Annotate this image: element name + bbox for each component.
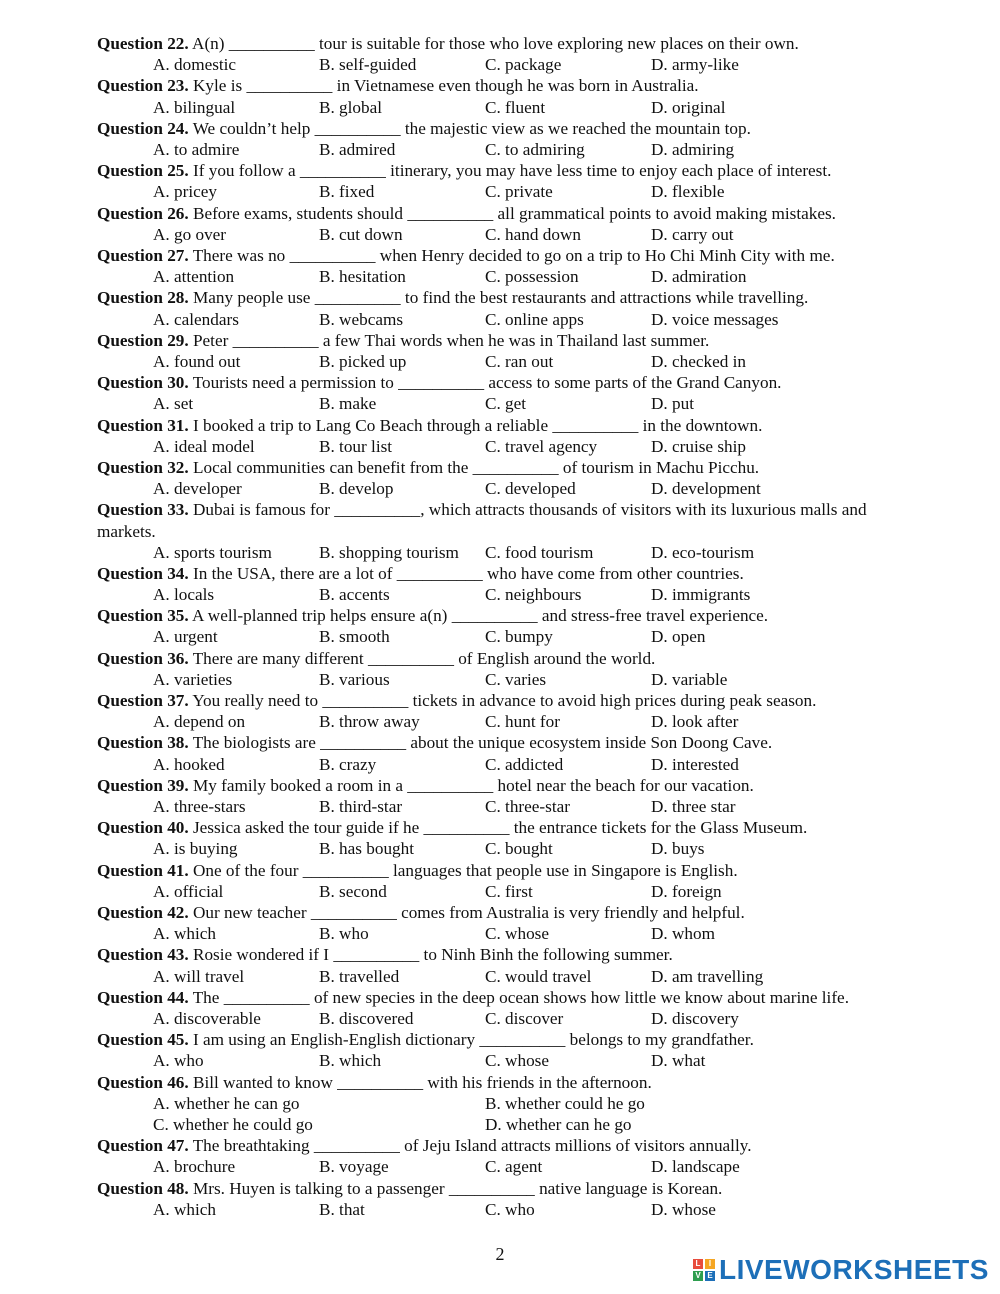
answer-options-row (97, 1050, 917, 1071)
question-number: Question 36. (97, 648, 189, 668)
answer-option[interactable]: D. whom (651, 924, 715, 944)
answer-options-row (97, 796, 917, 817)
answer-option[interactable]: A. attention (153, 267, 235, 287)
question-item (97, 457, 917, 499)
answer-option[interactable]: B. throw away (319, 712, 420, 732)
answer-option[interactable]: B. cut down (319, 224, 403, 244)
question-stem (97, 415, 917, 436)
logo-square: E (705, 1271, 715, 1281)
question-item (97, 330, 917, 372)
answer-option[interactable]: C. whose (485, 1051, 549, 1071)
answer-options-row (97, 542, 917, 563)
answer-option[interactable]: B. shopping tourism (319, 542, 459, 562)
answer-option[interactable]: B. second (319, 881, 387, 901)
answer-options-row (97, 838, 917, 859)
answer-option[interactable]: C. to admiring (485, 139, 585, 159)
question-stem (97, 860, 917, 881)
answer-option[interactable]: C. private (485, 182, 553, 202)
answer-option[interactable]: B. crazy (319, 754, 377, 774)
answer-option[interactable]: D. original (651, 97, 726, 117)
question-text: You really need to __________ tickets in advance to avoid high prices during peak season. (192, 691, 817, 711)
question-item (97, 987, 917, 1029)
answer-option[interactable]: C. package (485, 55, 562, 75)
answer-option[interactable]: C. hand down (485, 224, 581, 244)
question-number: Question 30. (97, 373, 189, 393)
question-number: Question 45. (97, 1030, 189, 1050)
answer-option[interactable]: B. who (319, 924, 369, 944)
answer-option[interactable]: C. bought (485, 839, 553, 859)
question-number: Question 48. (97, 1178, 189, 1198)
answer-option[interactable]: B. that (319, 1199, 365, 1219)
answer-option[interactable]: D. immigrants (651, 585, 751, 605)
question-item (97, 1135, 917, 1177)
answer-option[interactable]: A. is buying (153, 839, 238, 859)
answer-option[interactable]: C. whether he could go (153, 1114, 313, 1134)
answer-option[interactable]: B. global (319, 97, 383, 117)
answer-option[interactable]: A. developer (153, 479, 242, 499)
question-item (97, 1072, 917, 1136)
answer-option[interactable]: C. varies (485, 669, 547, 689)
question-text: The __________ of new species in the deep ocean shows how little we know about marine life. (192, 987, 849, 1007)
question-stem (97, 1135, 917, 1156)
logo-square: L (693, 1259, 703, 1269)
answer-option[interactable]: D. checked in (651, 351, 746, 371)
question-text: My family booked a room in a __________ hotel near the beach for our vacation. (192, 775, 754, 795)
question-item (97, 203, 917, 245)
answer-option[interactable]: A. will travel (153, 966, 245, 986)
answer-option[interactable]: B. travelled (319, 966, 400, 986)
question-text: Rosie wondered if I __________ to Ninh Binh the following summer. (192, 945, 673, 965)
liveworksheets-logo-icon (693, 1259, 715, 1281)
answer-options-row (97, 626, 917, 647)
question-number: Question 23. (97, 76, 189, 96)
answer-options-row (97, 266, 917, 287)
answer-options-row (97, 711, 917, 732)
question-number: Question 34. (97, 563, 189, 583)
question-item (97, 415, 917, 457)
answer-option[interactable]: A. whether he can go (153, 1093, 300, 1113)
answer-option[interactable]: A. found out (153, 351, 241, 371)
answer-options-row (97, 966, 917, 987)
question-number: Question 43. (97, 945, 189, 965)
question-item (97, 160, 917, 202)
question-text: A well-planned trip helps ensure a(n) __________ and stress-free travel experience. (192, 606, 769, 626)
answer-option[interactable]: B. third-star (319, 797, 403, 817)
answer-options-row (97, 224, 917, 245)
question-stem (97, 160, 917, 181)
question-number: Question 35. (97, 606, 189, 626)
question-text: One of the four __________ languages that people use in Singapore is English. (192, 860, 738, 880)
answer-option[interactable]: C. developed (485, 479, 576, 499)
answer-option[interactable]: A. set (153, 394, 194, 414)
answer-option[interactable]: D. foreign (651, 881, 722, 901)
question-item (97, 775, 917, 817)
answer-option[interactable]: B. accents (319, 585, 390, 605)
question-text: Mrs. Huyen is talking to a passenger __________ native language is Korean. (192, 1178, 723, 1198)
question-stem (97, 118, 917, 139)
answer-option[interactable]: D. whose (651, 1199, 716, 1219)
question-number: Question 42. (97, 903, 189, 923)
question-item (97, 902, 917, 944)
question-item (97, 372, 917, 414)
question-text: I am using an English-English dictionary __________ belongs to my grandfather. (192, 1030, 754, 1050)
answer-option[interactable]: D. what (651, 1051, 706, 1071)
answer-options-row (97, 1114, 917, 1135)
question-stem (97, 690, 917, 711)
question-number: Question 39. (97, 775, 189, 795)
answer-option[interactable]: B. make (319, 394, 377, 414)
question-text: Before exams, students should __________ all grammatical points to avoid making mistakes. (192, 203, 836, 223)
answer-option[interactable]: A. who (153, 1051, 204, 1071)
answer-option[interactable]: C. possession (485, 267, 579, 287)
question-number: Question 33. (97, 500, 189, 520)
answer-option[interactable]: D. put (651, 394, 694, 414)
answer-options-row (97, 881, 917, 902)
answer-option[interactable]: A. locals (153, 585, 215, 605)
logo-square: I (705, 1259, 715, 1269)
answer-option[interactable]: A. bilingual (153, 97, 236, 117)
answer-option[interactable]: C. addicted (485, 754, 564, 774)
question-item (97, 245, 917, 287)
question-stem (97, 1178, 917, 1199)
question-number: Question 37. (97, 691, 189, 711)
answer-option[interactable]: D. buys (651, 839, 705, 859)
question-item (97, 817, 917, 859)
question-stem (97, 1029, 917, 1050)
answer-option[interactable]: B. various (319, 669, 390, 689)
question-text: If you follow a __________ itinerary, you may have less time to enjoy each place of interest. (192, 161, 832, 181)
question-stem (97, 287, 917, 308)
answer-option[interactable]: C. food tourism (485, 542, 594, 562)
answer-option[interactable]: C. travel agency (485, 436, 598, 456)
answer-option[interactable]: A. brochure (153, 1157, 236, 1177)
answer-option[interactable]: C. three-star (485, 797, 570, 817)
question-item (97, 605, 917, 647)
question-text: Tourists need a permission to __________ access to some parts of the Grand Canyon. (192, 373, 782, 393)
question-stem (97, 1072, 917, 1093)
question-item (97, 1029, 917, 1071)
answer-option[interactable]: D. cruise ship (651, 436, 746, 456)
question-number: Question 29. (97, 330, 189, 350)
answer-options-row (97, 669, 917, 690)
question-number: Question 26. (97, 203, 189, 223)
answer-option[interactable]: A. varieties (153, 669, 233, 689)
question-text: Bill wanted to know __________ with his friends in the afternoon. (192, 1072, 652, 1092)
question-stem (97, 648, 917, 669)
question-item (97, 732, 917, 774)
answer-option[interactable]: A. sports tourism (153, 542, 272, 562)
answer-options-row (97, 436, 917, 457)
answer-options-row (97, 351, 917, 372)
question-stem (97, 987, 917, 1008)
answer-option[interactable]: D. landscape (651, 1157, 740, 1177)
question-text: Our new teacher __________ comes from Australia is very friendly and helpful. (192, 903, 745, 923)
question-item (97, 944, 917, 986)
answer-option[interactable]: D. voice messages (651, 309, 779, 329)
answer-option[interactable]: C. fluent (485, 97, 546, 117)
answer-option[interactable]: C. first (485, 881, 533, 901)
question-text: There are many different __________ of English around the world. (192, 648, 656, 668)
answer-option[interactable]: C. ran out (485, 351, 554, 371)
question-stem (97, 499, 917, 541)
question-stem (97, 902, 917, 923)
question-number: Question 40. (97, 818, 189, 838)
question-number: Question 24. (97, 118, 189, 138)
question-stem (97, 457, 917, 478)
question-stem (97, 775, 917, 796)
answer-options-row (97, 923, 917, 944)
answer-option[interactable]: B. voyage (319, 1157, 389, 1177)
answer-option[interactable]: D. admiring (651, 139, 735, 159)
answer-option[interactable]: A. to admire (153, 139, 240, 159)
answer-option[interactable]: D. variable (651, 669, 728, 689)
answer-options-row (97, 309, 917, 330)
answer-option[interactable]: A. domestic (153, 55, 237, 75)
question-stem (97, 203, 917, 224)
question-item (97, 860, 917, 902)
answer-option[interactable]: B. tour list (319, 436, 393, 456)
answer-options-row (97, 1199, 917, 1220)
question-number: Question 25. (97, 161, 189, 181)
answer-option[interactable]: C. bumpy (485, 627, 553, 647)
question-text: In the USA, there are a lot of __________ who have come from other countries. (192, 563, 744, 583)
question-stem (97, 33, 917, 54)
answer-option[interactable]: B. which (319, 1051, 382, 1071)
question-item (97, 33, 917, 75)
answer-option[interactable]: C. discover (485, 1009, 564, 1028)
answer-option[interactable]: D. carry out (651, 224, 734, 244)
question-text: The breathtaking __________ of Jeju Island attracts millions of visitors annually. (192, 1136, 752, 1156)
answer-option[interactable]: A. which (153, 924, 217, 944)
answer-option[interactable]: B. discovered (319, 1009, 414, 1028)
answer-options-row (97, 97, 917, 118)
question-stem (97, 372, 917, 393)
answer-option[interactable]: C. whose (485, 924, 549, 944)
answer-option[interactable]: D. look after (651, 712, 739, 732)
answer-options-row (97, 139, 917, 160)
question-text: A(n) __________ tour is suitable for those who love exploring new places on their own. (192, 34, 799, 53)
question-stem (97, 944, 917, 965)
question-item (97, 648, 917, 690)
answer-option[interactable]: A. discoverable (153, 1009, 261, 1028)
answer-option[interactable]: B. admired (319, 139, 396, 159)
question-text: We couldn’t help __________ the majestic view as we reached the mountain top. (192, 118, 751, 138)
answer-option[interactable]: D. interested (651, 754, 739, 774)
answer-option[interactable]: D. am travelling (651, 966, 764, 986)
answer-option[interactable]: B. develop (319, 479, 394, 499)
answer-option[interactable]: D. army-like (651, 55, 739, 75)
question-text: The biologists are __________ about the unique ecosystem inside Son Doong Cave. (192, 733, 773, 753)
question-stem (97, 817, 917, 838)
answer-option[interactable]: A. urgent (153, 627, 218, 647)
question-text: There was no __________ when Henry decided to go on a trip to Ho Chi Minh City with me. (192, 245, 835, 265)
answer-option[interactable]: A. official (153, 881, 224, 901)
question-item (97, 118, 917, 160)
question-stem (97, 563, 917, 584)
answer-option[interactable]: B. self-guided (319, 55, 417, 75)
question-stem (97, 732, 917, 753)
question-number: Question 27. (97, 245, 189, 265)
question-number: Question 46. (97, 1072, 189, 1092)
question-stem (97, 330, 917, 351)
answer-option[interactable]: D. eco-tourism (651, 542, 755, 562)
question-item (97, 690, 917, 732)
answer-option[interactable]: A. hooked (153, 754, 225, 774)
question-item (97, 499, 917, 563)
question-text: Peter __________ a few Thai words when he was in Thailand last summer. (192, 330, 710, 350)
answer-option[interactable]: A. calendars (153, 309, 239, 329)
question-number: Question 31. (97, 415, 189, 435)
answer-option[interactable]: A. pricey (153, 182, 217, 202)
page-number: 2 (495, 1244, 505, 1264)
logo-square: V (693, 1271, 703, 1281)
answer-option[interactable]: A. ideal model (153, 436, 255, 456)
answer-option[interactable]: B. has bought (319, 839, 415, 859)
answer-options-row (97, 181, 917, 202)
answer-option[interactable]: B. picked up (319, 351, 407, 371)
question-number: Question 47. (97, 1136, 189, 1156)
answer-option[interactable]: C. would travel (485, 966, 592, 986)
question-item (97, 75, 917, 117)
question-number: Question 28. (97, 288, 189, 308)
liveworksheets-brand[interactable] (693, 1256, 989, 1284)
answer-options-row (97, 393, 917, 414)
question-number: Question 44. (97, 987, 189, 1007)
answer-option[interactable]: C. online apps (485, 309, 584, 329)
answer-option[interactable]: D. whether can he go (485, 1114, 632, 1134)
question-text: Kyle is __________ in Vietnamese even though he was born in Australia. (192, 76, 699, 96)
question-stem (97, 75, 917, 96)
answer-option[interactable]: B. webcams (319, 309, 404, 329)
answer-options-row (97, 54, 917, 75)
answer-option[interactable]: B. fixed (319, 182, 375, 202)
question-number: Question 38. (97, 733, 189, 753)
answer-option[interactable]: B. whether could he go (485, 1093, 645, 1113)
answer-option[interactable]: A. three-stars (153, 797, 246, 817)
answer-option[interactable]: D. development (651, 479, 761, 499)
answer-options-row (97, 478, 917, 499)
question-number: Question 22. (97, 34, 189, 53)
answer-options-row (97, 1008, 917, 1029)
answer-option[interactable]: B. smooth (319, 627, 390, 647)
answer-options-row (97, 754, 917, 775)
question-text: Many people use __________ to find the best restaurants and attractions while travelling. (192, 288, 809, 308)
question-stem (97, 605, 917, 626)
question-number: Question 41. (97, 860, 189, 880)
answer-option[interactable]: D. discovery (651, 1009, 739, 1028)
answer-option[interactable]: C. who (485, 1199, 535, 1219)
question-stem (97, 245, 917, 266)
answer-option[interactable]: C. agent (485, 1157, 543, 1177)
answer-option[interactable]: C. get (485, 394, 527, 414)
answer-options-row (97, 1093, 917, 1114)
answer-option[interactable]: C. hunt for (485, 712, 560, 732)
question-text: Local communities can benefit from the __________ of tourism in Machu Picchu. (192, 457, 760, 477)
question-item (97, 1178, 917, 1220)
answer-options-row (97, 1156, 917, 1177)
question-item (97, 563, 917, 605)
worksheet-page (97, 33, 917, 1220)
answer-option[interactable]: A. which (153, 1199, 217, 1219)
answer-options-row (97, 584, 917, 605)
answer-option[interactable]: D. open (651, 627, 706, 647)
answer-option[interactable]: D. three star (651, 797, 736, 817)
question-text: Jessica asked the tour guide if he __________ the entrance tickets for the Glass Museum. (192, 818, 808, 838)
answer-option[interactable]: B. hesitation (319, 267, 406, 287)
answer-option[interactable]: A. depend on (153, 712, 246, 732)
brand-name: LIVEWORKSHEETS (719, 1254, 989, 1285)
answer-option[interactable]: A. go over (153, 224, 227, 244)
question-text: I booked a trip to Lang Co Beach through a reliable __________ in the downtown. (192, 415, 763, 435)
answer-option[interactable]: D. flexible (651, 182, 725, 202)
question-text: Dubai is famous for __________, which attracts thousands of visitors with its luxurious malls and markets. (97, 500, 867, 541)
question-item (97, 287, 917, 329)
answer-option[interactable]: D. admiration (651, 267, 747, 287)
answer-option[interactable]: C. neighbours (485, 585, 582, 605)
question-number: Question 32. (97, 457, 189, 477)
